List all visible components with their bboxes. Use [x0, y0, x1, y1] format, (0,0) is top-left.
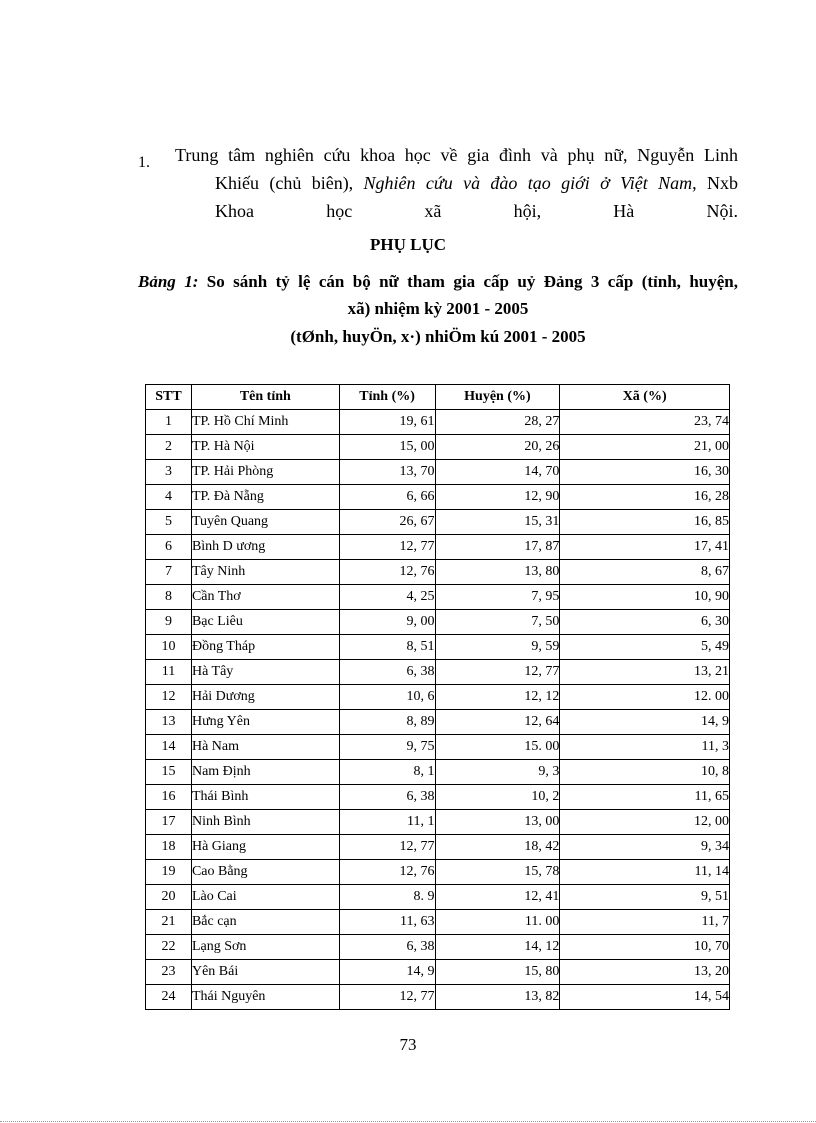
table-row: [146, 885, 730, 910]
cell-province: Cần Thơ: [191, 585, 339, 610]
table-row: [146, 810, 730, 835]
table-caption-line-1: [138, 268, 738, 295]
cell-province-pct: 11, 63: [339, 910, 435, 935]
cell-province: Yên Bái: [191, 960, 339, 985]
cell-province-pct: 9, 00: [339, 610, 435, 635]
cell-province: Cao Bằng: [191, 860, 339, 885]
reference-word: hội,: [513, 201, 542, 221]
table-row: [146, 960, 730, 985]
table-row: [146, 935, 730, 960]
table-row: [146, 685, 730, 710]
cell-commune-pct: 11, 3: [560, 735, 730, 760]
cell-stt: 4: [146, 485, 192, 510]
cell-commune-pct: 16, 30: [560, 460, 730, 485]
cell-province-pct: 9, 75: [339, 735, 435, 760]
table-row: [146, 835, 730, 860]
cell-commune-pct: 16, 85: [560, 510, 730, 535]
cell-stt: 8: [146, 585, 192, 610]
cell-stt: 1: [146, 410, 192, 435]
cell-district-pct: 18, 42: [435, 835, 560, 860]
cell-district-pct: 9, 3: [435, 760, 560, 785]
cell-stt: 13: [146, 710, 192, 735]
cell-province-pct: 26, 67: [339, 510, 435, 535]
cell-commune-pct: 5, 49: [560, 635, 730, 660]
table-row: [146, 410, 730, 435]
cell-district-pct: 9, 59: [435, 635, 560, 660]
cell-province-pct: 12, 77: [339, 535, 435, 560]
cell-province-pct: 19, 61: [339, 410, 435, 435]
cell-stt: 12: [146, 685, 192, 710]
cell-district-pct: 10, 2: [435, 785, 560, 810]
table-row: [146, 610, 730, 635]
cell-stt: 22: [146, 935, 192, 960]
table-row: [146, 985, 730, 1010]
cell-district-pct: 15, 80: [435, 960, 560, 985]
cell-district-pct: 13, 00: [435, 810, 560, 835]
cell-commune-pct: 9, 51: [560, 885, 730, 910]
page-number: 73: [399, 1035, 417, 1054]
caption-text: So sánh tỷ lệ cán bộ nữ tham gia cấp uỷ Đảng 3 cấp (tỉnh, huyện,: [198, 272, 738, 291]
cell-commune-pct: 13, 20: [560, 960, 730, 985]
cell-stt: 10: [146, 635, 192, 660]
cell-stt: 17: [146, 810, 192, 835]
cell-province-pct: 13, 70: [339, 460, 435, 485]
cell-commune-pct: 10, 90: [560, 585, 730, 610]
table-row: [146, 910, 730, 935]
cell-district-pct: 12, 64: [435, 710, 560, 735]
table-row: [146, 560, 730, 585]
reference-text: Khiếu (chủ biên),: [215, 173, 364, 193]
cell-stt: 23: [146, 960, 192, 985]
cell-stt: 19: [146, 860, 192, 885]
cell-stt: 18: [146, 835, 192, 860]
cell-province-pct: 12, 77: [339, 835, 435, 860]
cell-stt: 15: [146, 760, 192, 785]
header-commune-pct: Xã (%): [560, 385, 730, 410]
cell-district-pct: 12, 41: [435, 885, 560, 910]
cell-province-pct: 8. 9: [339, 885, 435, 910]
table-row: [146, 760, 730, 785]
cell-province: TP. Đà Nẵng: [191, 485, 339, 510]
cell-province-pct: 6, 38: [339, 785, 435, 810]
page-divider: [0, 1121, 816, 1122]
cell-province: Lạng Sơn: [191, 935, 339, 960]
cell-stt: 24: [146, 985, 192, 1010]
cell-commune-pct: 10, 70: [560, 935, 730, 960]
cell-province: Nam Định: [191, 760, 339, 785]
cell-stt: 5: [146, 510, 192, 535]
reference-line-2: [215, 169, 738, 197]
appendix-title: PHỤ LỤC: [369, 235, 447, 254]
table-header-row: [146, 385, 730, 410]
header-province-pct: Tỉnh (%): [339, 385, 435, 410]
cell-district-pct: 14, 12: [435, 935, 560, 960]
cell-province: Lào Cai: [191, 885, 339, 910]
cell-province-pct: 6, 38: [339, 660, 435, 685]
cell-province: Thái Nguyên: [191, 985, 339, 1010]
cell-stt: 20: [146, 885, 192, 910]
cell-province: Đồng Tháp: [191, 635, 339, 660]
reference-line-1: Trung tâm nghiên cứu khoa học về gia đình và phụ nữ, Nguyễn Linh: [175, 145, 738, 165]
cell-province: Tuyên Quang: [191, 510, 339, 535]
cell-district-pct: 20, 26: [435, 435, 560, 460]
cell-province: Tây Ninh: [191, 560, 339, 585]
cell-province: TP. Hồ Chí Minh: [191, 410, 339, 435]
cell-commune-pct: 21, 00: [560, 435, 730, 460]
cell-commune-pct: 13, 21: [560, 660, 730, 685]
cell-district-pct: 13, 82: [435, 985, 560, 1010]
cell-stt: 7: [146, 560, 192, 585]
cell-province-pct: 12, 76: [339, 560, 435, 585]
cell-district-pct: 12, 90: [435, 485, 560, 510]
cell-province: TP. Hà Nội: [191, 435, 339, 460]
table-row: [146, 510, 730, 535]
cell-province-pct: 14, 9: [339, 960, 435, 985]
cell-province-pct: 12, 77: [339, 985, 435, 1010]
cell-district-pct: 15. 00: [435, 735, 560, 760]
cell-province-pct: 8, 1: [339, 760, 435, 785]
cell-commune-pct: 16, 28: [560, 485, 730, 510]
cell-commune-pct: 10, 8: [560, 760, 730, 785]
cell-province-pct: 8, 51: [339, 635, 435, 660]
table-row: [146, 485, 730, 510]
cell-stt: 2: [146, 435, 192, 460]
cell-commune-pct: 17, 41: [560, 535, 730, 560]
table-row: [146, 860, 730, 885]
cell-province: Thái Bình: [191, 785, 339, 810]
cell-district-pct: 14, 70: [435, 460, 560, 485]
cell-commune-pct: 11, 14: [560, 860, 730, 885]
cell-district-pct: 28, 27: [435, 410, 560, 435]
cell-district-pct: 7, 95: [435, 585, 560, 610]
reference-book-title: Nghiên cứu và đào tạo giới ở Việt Nam: [363, 173, 693, 193]
cell-stt: 3: [146, 460, 192, 485]
table-row: [146, 785, 730, 810]
cell-province: Hà Tây: [191, 660, 339, 685]
cell-stt: 11: [146, 660, 192, 685]
cell-province-pct: 10, 6: [339, 685, 435, 710]
cell-commune-pct: 12, 00: [560, 810, 730, 835]
cell-province: Bình D ương: [191, 535, 339, 560]
header-province: Tên tỉnh: [191, 385, 339, 410]
cell-district-pct: 7, 50: [435, 610, 560, 635]
cell-province-pct: 4, 25: [339, 585, 435, 610]
cell-commune-pct: 8, 67: [560, 560, 730, 585]
reference-text: , Nxb: [692, 173, 738, 193]
cell-province: Hà Giang: [191, 835, 339, 860]
cell-stt: 6: [146, 535, 192, 560]
reference-number: 1.: [138, 154, 150, 171]
table-row: [146, 735, 730, 760]
cell-commune-pct: 9, 34: [560, 835, 730, 860]
table-row: [146, 460, 730, 485]
cell-commune-pct: 23, 74: [560, 410, 730, 435]
table-row: [146, 435, 730, 460]
table-row: [146, 535, 730, 560]
cell-stt: 14: [146, 735, 192, 760]
cell-province: Bạc Liêu: [191, 610, 339, 635]
cell-province: Hưng Yên: [191, 710, 339, 735]
cell-district-pct: 15, 31: [435, 510, 560, 535]
cell-province: Bắc cạn: [191, 910, 339, 935]
cell-province-pct: 15, 00: [339, 435, 435, 460]
table-caption-line-3: (tØnh, huyÖn, x·) nhiÖm kú 2001 - 2005: [290, 327, 586, 346]
data-table: [145, 384, 730, 1010]
cell-commune-pct: 12. 00: [560, 685, 730, 710]
table-caption-line-2: xã) nhiệm kỳ 2001 - 2005: [347, 299, 529, 318]
reference-word: Khoa: [215, 201, 254, 221]
table-row: [146, 710, 730, 735]
cell-province: TP. Hải Phòng: [191, 460, 339, 485]
cell-stt: 9: [146, 610, 192, 635]
cell-province-pct: 12, 76: [339, 860, 435, 885]
reference-word: Nội.: [706, 201, 738, 221]
cell-district-pct: 11. 00: [435, 910, 560, 935]
cell-province: Hà Nam: [191, 735, 339, 760]
table-row: [146, 635, 730, 660]
cell-commune-pct: 6, 30: [560, 610, 730, 635]
cell-district-pct: 12, 12: [435, 685, 560, 710]
cell-province: Hải Dương: [191, 685, 339, 710]
reference-line-3: [215, 197, 738, 225]
cell-commune-pct: 11, 65: [560, 785, 730, 810]
reference-word: xã: [424, 201, 442, 221]
cell-commune-pct: 14, 54: [560, 985, 730, 1010]
cell-commune-pct: 11, 7: [560, 910, 730, 935]
cell-province-pct: 8, 89: [339, 710, 435, 735]
reference-word: học: [326, 201, 353, 221]
cell-district-pct: 12, 77: [435, 660, 560, 685]
cell-province-pct: 6, 38: [339, 935, 435, 960]
cell-commune-pct: 14, 9: [560, 710, 730, 735]
cell-stt: 21: [146, 910, 192, 935]
table-row: [146, 585, 730, 610]
cell-district-pct: 17, 87: [435, 535, 560, 560]
cell-province: Ninh Bình: [191, 810, 339, 835]
table-row: [146, 660, 730, 685]
cell-province-pct: 11, 1: [339, 810, 435, 835]
reference-word: Hà: [613, 201, 635, 221]
table-label: Bảng 1:: [138, 272, 199, 291]
cell-district-pct: 15, 78: [435, 860, 560, 885]
header-district-pct: Huyện (%): [435, 385, 560, 410]
cell-province-pct: 6, 66: [339, 485, 435, 510]
header-stt: STT: [146, 385, 192, 410]
cell-district-pct: 13, 80: [435, 560, 560, 585]
cell-stt: 16: [146, 785, 192, 810]
